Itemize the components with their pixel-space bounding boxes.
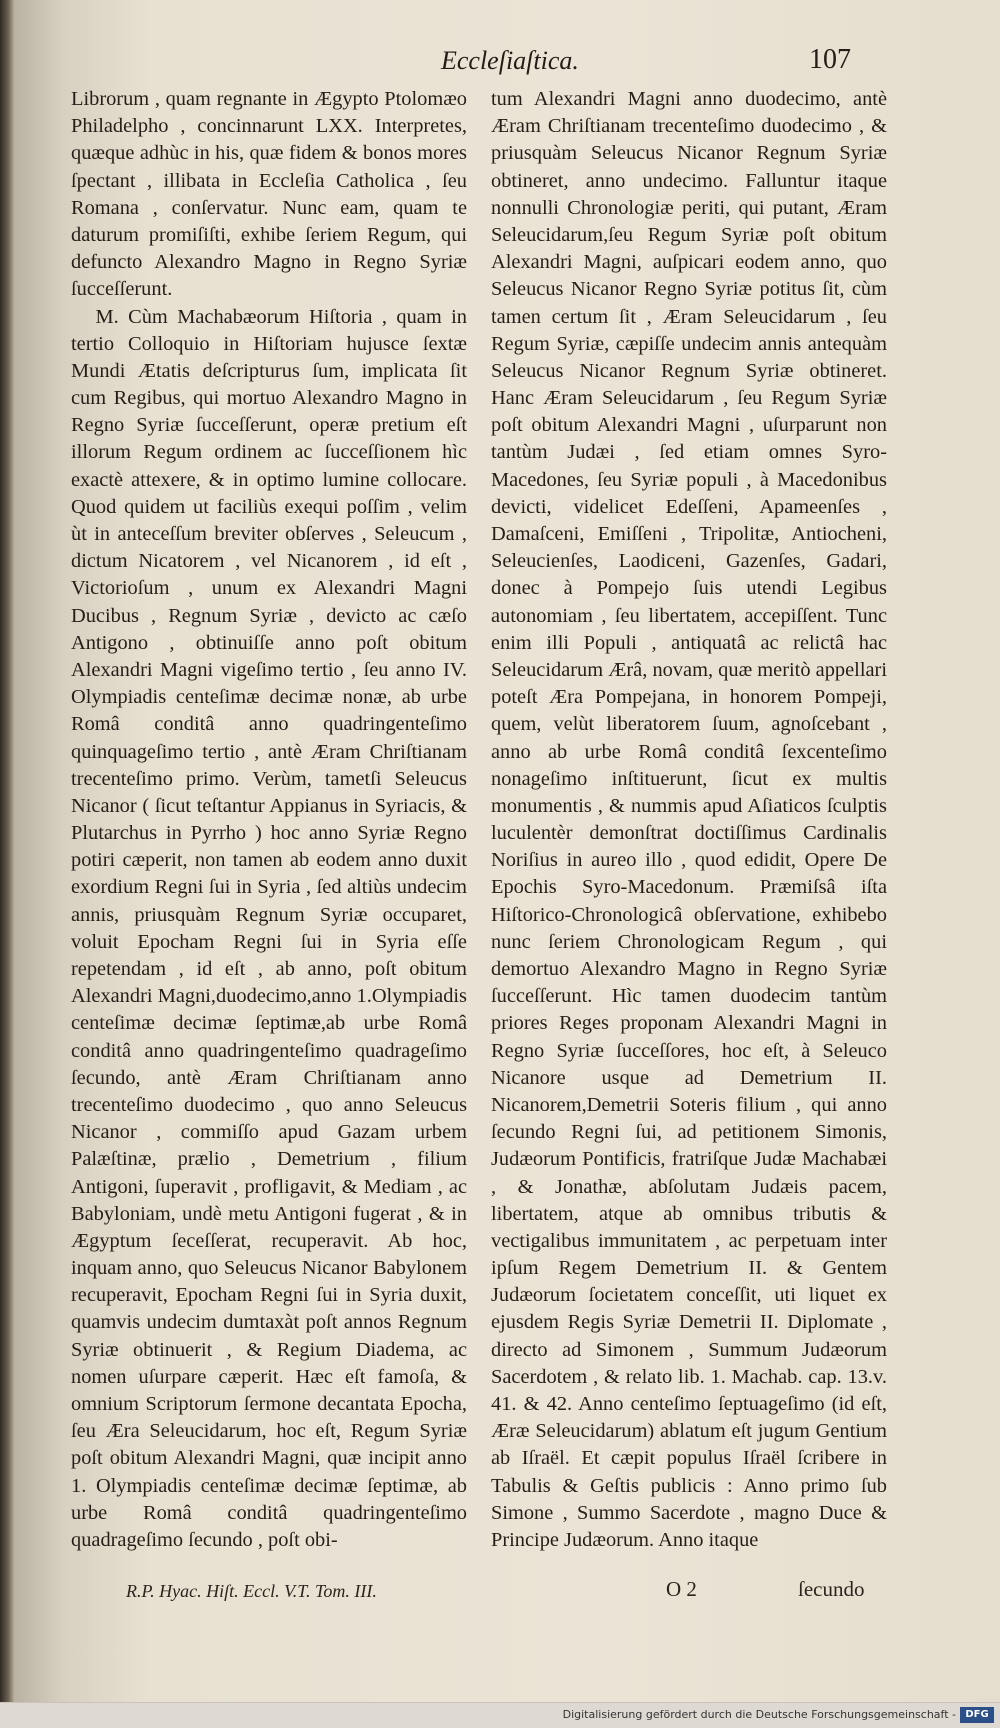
running-title: Eccleſiaſtica. (441, 46, 579, 75)
catchword: ſecundo (798, 1577, 865, 1601)
dfg-logo[interactable]: DFG (960, 1707, 994, 1723)
right-text-column (491, 86, 887, 1554)
page-footer (14, 1577, 1000, 1617)
signature-mark: O 2 (666, 1577, 697, 1601)
left-text-column (71, 86, 467, 1554)
digitization-credit-bar (0, 1702, 1000, 1728)
credit-text: Digitalisierung gefördert durch die Deutsche Forschungsgemeinschaft - (562, 1708, 956, 1721)
paragraph: M. Cùm Machabæorum Hiſtoria , quam in tertio Colloquio in Hiſtoriam hujusce ſextæ Mundi Ætatis deſcripturus ſum, implicata ſit cum Regibus, qui mortuo Alexandro Magno in Regno Syriæ ſucceſſerunt, operæ pretium eſt illorum Regum ordinem ac ſucceſſionem hìc exactè attexere, & in optimo lumine collocare. Quod quidem ut faciliùs exequi poſſim , velim ùt in anteceſſum breviter obſerves , Seleucum , dictum Nicatorem , vel Nicanorem , id eſt , Victorioſum , unum ex Alexandri Magni Ducibus , Regnum Syriæ , devicto ac cæſo Antigono , obtinuiſſe anno poſt obitum Alexandri Magni vigeſimo tertio , ſeu anno IV. Olympiadis centeſimæ decimæ nonæ, ab urbe Româ conditâ anno quadringenteſimo quinquageſimo tertio , antè Æram Chriſtianam trecenteſimo primo. Verùm, tametſi Seleucus Nicanor ( ſicut teſtantur Appianus in Syriacis, & Plutarchus in Pyrrho ) hoc anno Syriæ Regno potiri cæperit, non tamen ab eodem anno duxit exordium Regni ſui in Syria , ſed altiùs undecim annis, priusquàm Regnum Syriæ occuparet, voluit Epocham Regni ſui in Syria eſſe repetendam , id eſt , ab anno, poſt obitum Alexandri Magni,duodecimo,anno 1.Olympiadis centeſimæ decimæ ſeptimæ,ab urbe Româ conditâ anno quadringenteſimo quadrageſimo ſecundo, antè Æram Chriſtianam anno trecenteſimo duodecimo , quo anno Seleucus Nicanor , commiſſo apud Gazam urbem Palæſtinæ, prælio , Demetrium , filium Antigoni, ſuperavit , profligavit, & Mediam , ac Babyloniam, undè metu Antigoni fugerat , & in Ægyptum ſeceſſerat, recuperavit. Ab hoc, inquam anno, quo Seleucus Nicanor Babylonem recuperavit, Epocham Regni ſui in Syria duxit, quamvis undecim dumtaxàt poſt annos Regnum Syriæ obtinuerit , & Regium Diadema, ac nomen uſurpare cæperit. Hæc eſt famoſa, & omnium Scriptorum ſermone decantata Epocha, ſeu Æra Seleucidarum, hoc eſt, Regum Syriæ poſt obitum Alexandri Magni, quæ incipit anno 1. Olympiadis centeſimæ decimæ ſeptimæ, ab urbe Româ conditâ quadringenteſimo quadrageſimo ſecundo , poſt obi- (71, 305, 467, 1551)
binding-gutter (0, 0, 14, 1727)
page-header (14, 40, 1000, 84)
book-page (14, 0, 1000, 1702)
paragraph: Librorum , quam regnante in Ægypto Ptolomæo Philadelpho , concinnarunt LXX. Interpretes, quæque adhùc in his, quæ fidem & bonos mores ſpectant , illibata in Eccleſia Catholica , ſeu Romana , conſervatur. Nunc eam, quam te daturum promiſiſti, exhibe ſeriem Regum, qui defuncto Alexandro Magno in Regno Syriæ ſucceſſerunt. (71, 88, 467, 301)
signature-note: R.P. Hyac. Hiſt. Eccl. V.T. Tom. III. (126, 1581, 377, 1601)
page-number: 107 (809, 44, 851, 75)
paragraph: tum Alexandri Magni anno duodecimo, antè Æram Chriſtianam trecenteſimo duodecimo , & priusquàm Seleucus Nicanor Regnum Syriæ obtineret, anno undecimo. Falluntur itaque nonnulli Chronologiæ periti, qui putant, Æram Seleucidarum,ſeu Regum Syriæ poſt obitum Alexandri Magni, auſpicari eodem anno, quo Seleucus Nicanor Regno Syriæ potitus ſit, cùm tamen certum ſit , Æram Seleucidarum , ſeu Regum Syriæ, cæpiſſe undecim annis antequàm Seleucus Nicanor Regnum Syriæ obtineret. Hanc Æram Seleucidarum , ſeu Regum Syriæ poſt obitum Alexandri Magni , uſurparunt non tantùm Judæi , ſed etiam omnes Syro-Macedones, ſeu Syriæ populi , à Macedonibus devicti, videlicet Edeſſeni, Apameenſes , Damaſceni, Emiſſeni , Tripolitæ, Antiocheni, Seleucienſes, Laodiceni, Gazenſes, Gadari, donec à Pompejo ſuis utendi Legibus autonomiam , ſeu libertatem, accepiſſent. Tunc enim illi Populi , antiquatâ ac relictâ hac Seleucidarum Ærâ, novam, quæ meritò appellari poteſt Æra Pompejana, in honorem Pompeji, quem, velùt liberatorem ſuum, agnoſcebant , anno ab urbe Româ conditâ ſexcenteſimo nonageſimo inſtituerunt, ſicut ex multis monumentis , & nummis apud Aſiaticos ſculptis luculentèr demonſtrat doctiſſimus Cardinalis Noriſius in aureo illo , quod edidit, Opere De Epochis Syro-Macedonum. Præmiſsâ iſta Hiſtorico-Chronologicâ obſervatione, exhibebo nunc ſeriem Chronologicam Regum , qui demortuo Alexandro Magno in Regno Syriæ ſucceſſerunt. Hìc tamen duodecim tantùm priores Reges proponam Alexandri Magni in Regno Syriæ ſucceſſores, hoc eſt, à Seleuco Nicanore usque ad Demetrium II. Nicanorem,Demetrii Soteris filium , qui anno ſecundo Regni ſui, ad petitionem Simonis, Judæorum Pontificis, fratriſque Judæ Machabæi , & Jonathæ, abſolutam Judæis pacem, libertatem, atque ab omnibus tributis & vectigalibus immunitatem , ac perpetuam inter ipſum Regem Demetrium II. & Gentem Judæorum ſocietatem conceſſit, uti liquet ex ejusdem Regis Syriæ Demetrii II. Diplomate , directo ad Simonem , Summum Judæorum Sacerdotem , & relato lib. 1. Machab. cap. 13.v. 41. & 42. Anno centeſimo ſeptuageſimo (id eſt, Æræ Seleucidarum) ablatum eſt jugum Gentium ab Iſraël. Et cæpit populus Iſraël ſcribere in Tabulis & Geſtis publicis : Anno primo ſub Simone , Summo Sacerdote , magno Duce & Principe Judæorum. Anno itaque (491, 88, 887, 1551)
